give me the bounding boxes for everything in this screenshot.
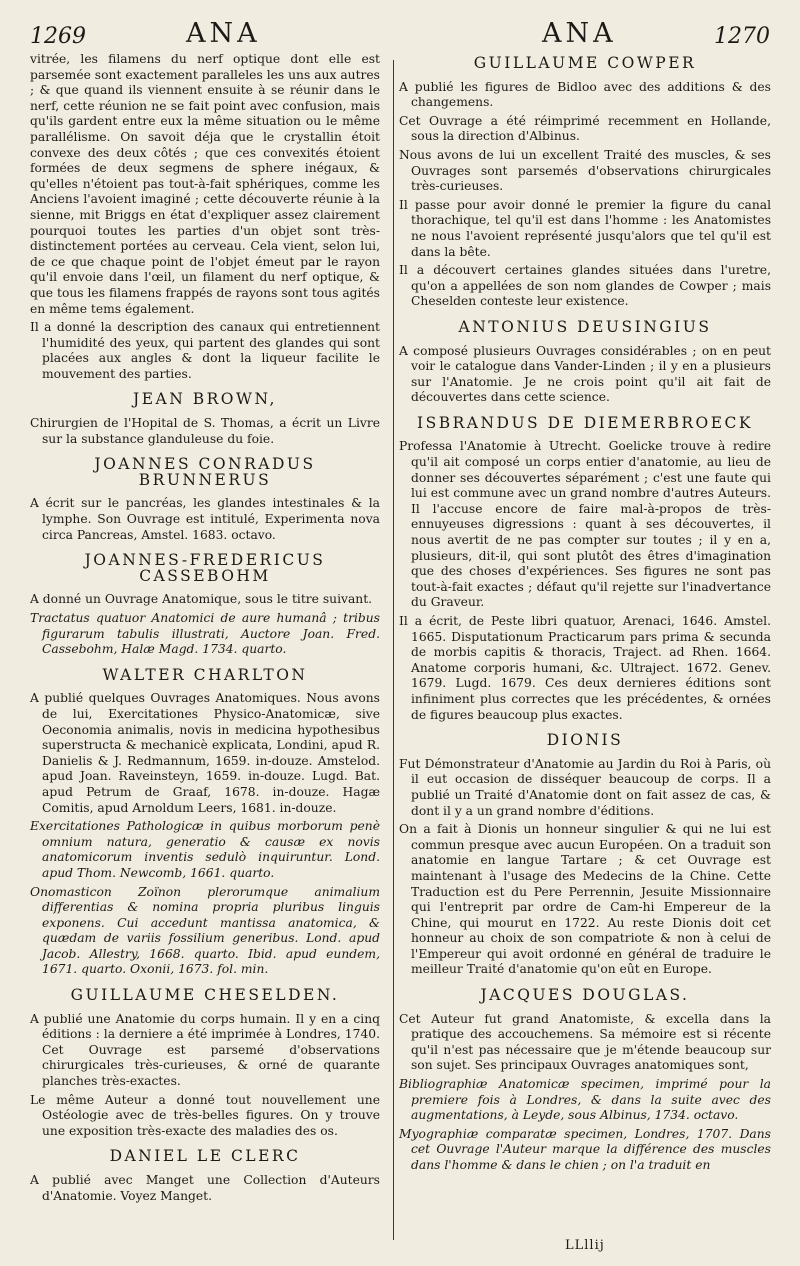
entry-heading-cassebohm: JOANNES-FREDERICUS CASSEBOHM [84,551,326,585]
page-number-left: 1269 [30,24,86,49]
entry-heading-dionis: DIONIS [546,731,624,750]
entry-heading-cheselden: GUILLAUME CHESELDEN. [70,986,340,1005]
entry-paragraph: vitrée, les filamens du nerf optique dont elle est parsemée sont exactement paralleles les uns aux autres ; & que quand ils viennent ensuite à se réunir dans le nerf, cette réunion ne se fait point avec confusion, mais qu'ils gardent entre eux la même situation ou le même parallélisme. On savoit déja que le crystallin étoit convexe des deux côtés ; que ces convexités étoient formées de deux segmens de sphere inégaux, & qu'elles n'étoient pas tout-à-fait sphériques, comme les Anciens l'avoient imaginé ; cette découverte réunie à la sienne, mit Briggs en état d'expliquer assez clairement pourquoi toutes les parties d'un objet sont très-distinctement portées au cerveau. Cela vient, selon lui, de ce que chaque point de l'objet émeut par le rayon qu'il envoie dans l'œil, un filament du nerf optique, & que tous les filamens frappés de rayons sont tous agités en même tems également. [30,52,380,316]
entry-paragraph: Cet Auteur fut grand Anatomiste, & excella dans la pratique des accouchemens. Sa mémoire est si récente qu'il n'est pas nécessaire que je m'étende beaucoup sur son sujet. Ses principaux Ouvrages anatomiques sont, [399,1011,771,1073]
entry-heading-cowper: GUILLAUME COWPER [473,54,697,72]
page-number-right: 1270 [714,24,770,49]
running-head-left: ANA [186,18,261,49]
entry-paragraph: A publié les figures de Bidloo avec des additions & des changemens. [399,79,771,110]
entry-paragraph: A composé plusieurs Ouvrages considérables ; on en peut voir le catalogue dans Vander-Linden ; il y en a plusieurs sur l'Anatomie. Je ne crois point qu'il ait fait de découvertes dans cette science. [399,343,771,405]
entry-paragraph: Cet Ouvrage a été réimprimé recemment en Hollande, sous la direction d'Albinus. [399,113,771,144]
entry-heading-deusingius: ANTONIUS DEUSINGIUS [458,317,712,336]
entry-paragraph: Il a donné la description des canaux qui entretiennent l'humidité des yeux, qui partent des glandes qui sont placées aux angles & dont la liqueur facilite le mouvement des parties. [30,320,380,381]
entry-paragraph: Il a écrit, de Peste libri quatuor, Arenaci, 1646. Amstel. 1665. Disputationum Practicarum pars prima & secunda de morbis capitis & thoracis, Traject. ad Rhen. 1664. Anatome corporis humani, &c. Ultraject. 1672. Genev. 1679. Lugd. 1679. Ces deux dernieres éditions sont infiniment plus correctes que les précédentes, & ornées de figures beaucoup plus exactes. [399,614,771,722]
entry-heading-diemerbroeck: ISBRANDUS DE DIEMERBROECK [416,413,753,432]
entry-paragraph: Professa l'Anatomie à Utrecht. Goelicke trouve à redire qu'il ait composé un corps entier d'anatomie, au lieu de donner ses découvertes séparément ; c'est une faute qui lui est commune avec un grand nombre d'autres Auteurs. Il l'accuse encore de faire mal-à-propos de très-ennuyeuses digressions : quant à ses découvertes, il nous avertit de ne pas compter sur toutes ; il y en a, plusieurs, dit-il, qui sont plutôt des êtres d'imagination que des choses d'expériences. Ses figures ne sont pas tout-à-fait exactes ; défaut qu'il rejette sur l'inadvertance du Graveur. [399,439,771,610]
entry-heading-douglas: JACQUES DOUGLAS. [480,986,690,1005]
entry-paragraph: A publié une Anatomie du corps humain. Il y en a cinq éditions : la derniere a été imprimée à Londres, 1740. Cet Ouvrage est parsemé d'observations chirurgicales très-curieuses, & orné de quarante planches très-exactes. [30,1011,380,1089]
entry-paragraph: A donné un Ouvrage Anatomique, sous le titre suivant. [30,592,373,607]
left-column [30,52,380,1207]
entry-heading-brunnerus: JOANNES CONRADUS BRUNNERUS [94,455,316,489]
right-column [399,52,771,1177]
entry-heading-charlton: WALTER CHARLTON [102,665,308,684]
printer-signature: LLllij [565,1238,605,1253]
running-head-right: ANA [542,18,617,49]
citation-paragraph: Exercitationes Pathologicæ in quibus morborum penè omnium natura, generatio & causæ ex novis anatomicorum inventis sedulò inquiruntur. Lond. apud Thom. Newcomb, 1661. quarto. [30,819,380,880]
entry-paragraph: Nous avons de lui un excellent Traité des muscles, & ses Ouvrages sont parsemés d'observations chirurgicales très-curieuses. [399,147,771,194]
citation-paragraph: Onomasticon Zoïnon plerorumque animalium differentias & nomina propria pluribus linguis exponens. Cui accedunt mantissa anatomica, & quædam de variis fossilium generibus. Lond. apud Jacob. Allestry, 1668. quarto. Ibid. apud eundem, 1671. quarto. Oxonii, 1673. fol. min. [30,884,380,977]
entry-paragraph: Il a découvert certaines glandes situées dans l'uretre, qu'on a appellées de son nom glandes de Cowper ; mais Cheselden conteste leur existence. [399,263,771,309]
entry-heading-brown: JEAN BROWN, [133,390,277,409]
entry-paragraph: A écrit sur le pancréas, les glandes intestinales & la lymphe. Son Ouvrage est intitulé, Experimenta nova circa Pancreas, Amstel. 1683. octavo. [30,496,380,542]
column-divider [393,60,394,1240]
entry-paragraph: Chirurgien de l'Hopital de S. Thomas, a écrit un Livre sur la substance glanduleuse du foie. [30,416,380,446]
citation-paragraph: Myographiæ comparatæ specimen, Londres, 1707. Dans cet Ouvrage l'Auteur marque la différence des muscles dans l'homme & dans le chien ; on l'a traduit en [399,1126,771,1172]
entry-paragraph: Il passe pour avoir donné le premier la figure du canal thorachique, tel qu'il est dans l'homme : les Anatomistes ne nous l'avoient représenté jusqu'alors que tel qu'il est dans la bête. [399,197,771,259]
entry-paragraph: On a fait à Dionis un honneur singulier & qui ne lui est commun presque avec aucun Européen. On a traduit son anatomie en langue Tartare ; & cet Ouvrage est maintenant à l'usage des Medecins de la Chine. Cette Traduction est du Pere Perrennin, Jesuite Missionnaire qui l'entreprit par ordre de Cam-hi Empereur de la Chine, qui mourut en 1722. Au reste Dionis doit cet honneur au choix de son compatriote & non à celui de l'Empereur qui avoit ordonné en général de traduire le meilleur Traité d'anatomie qu'on eût en Europe. [399,822,771,977]
citation-paragraph: Bibliographiæ Anatomicæ specimen, imprimé pour la premiere fois à Londres, & dans la suite avec des augmentations, à Leyde, sous Albinus, 1734. octavo. [399,1077,771,1123]
citation-paragraph: Tractatus quatuor Anatomici de aure humanâ ; tribus figurarum tabulis illustrati, Auctore Joan. Fred. Cassebohm, Halæ Magd. 1734. quarto. [30,611,380,657]
entry-paragraph: A publié quelques Ouvrages Anatomiques. Nous avons de lui, Exercitationes Physico-Anatomicæ, sive Oeconomia animalis, novis in medicina hypothesibus superstructa & mechanicè explicata, Londini, apud R. Danielis & J. Redmannum, 1659. in-douze. Amstelod. apud Joan. Raveinsteyn, 1659. in-douze. Lugd. Bat. apud Petrum de Graaf, 1678. in-douze. Hagæ Comitis, apud Arnoldum Leers, 1681. in-douze. [30,691,380,815]
entry-paragraph: Fut Démonstrateur d'Anatomie au Jardin du Roi à Paris, où il eut occasion de disséquer beaucoup de corps. Il a publié un Traité d'Anatomie dont on fait assez de cas, & dont il y a un grand nombre d'éditions. [399,756,771,818]
entry-paragraph: A publié avec Manget une Collection d'Auteurs d'Anatomie. Voyez Manget. [30,1173,380,1203]
entry-paragraph: Le même Auteur a donné tout nouvellement une Ostéologie avec de très-belles figures. On y trouve une exposition très-exacte des maladies des os. [30,1092,380,1138]
entry-heading-leclerc: DANIEL LE CLERC [109,1147,301,1166]
